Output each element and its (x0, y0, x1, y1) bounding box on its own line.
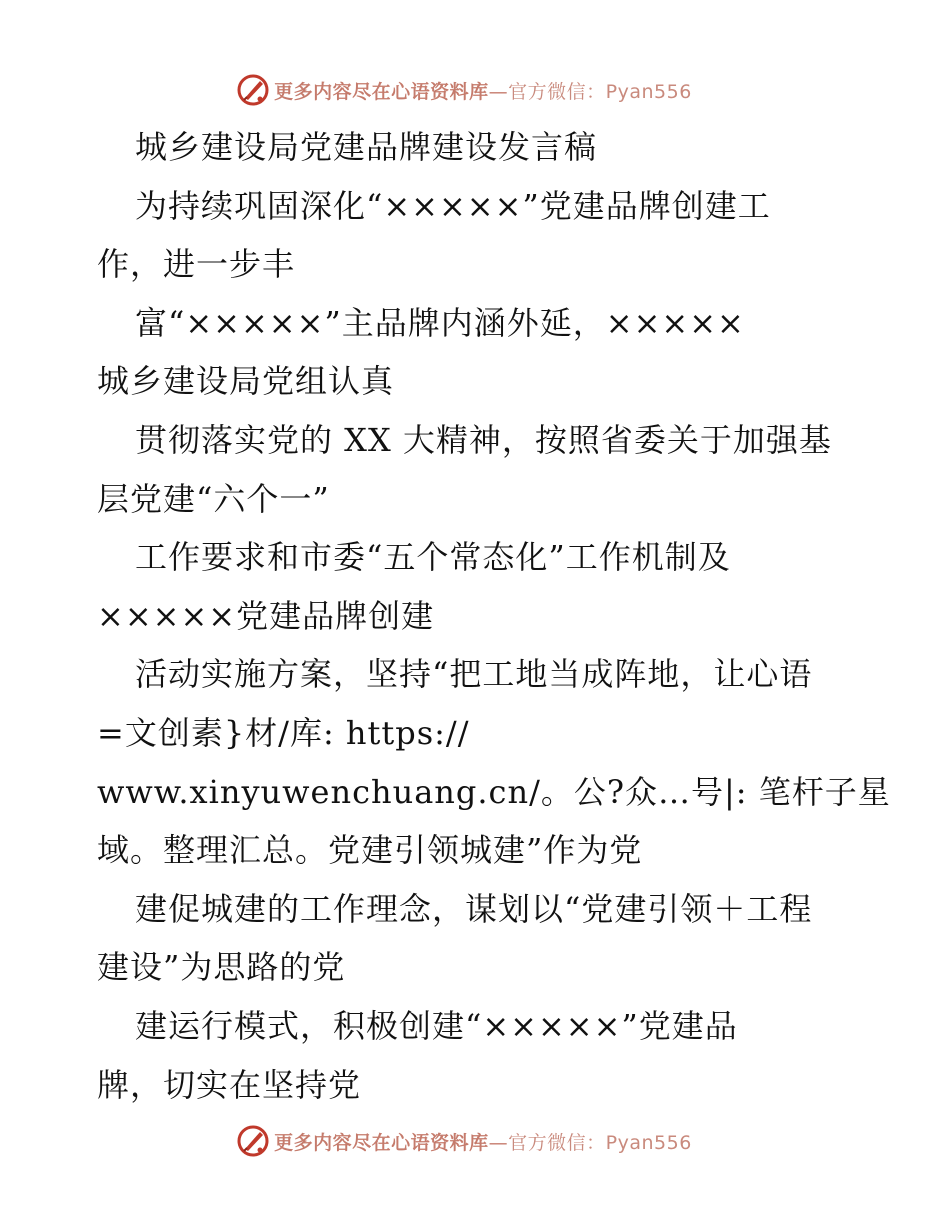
quill-pen-logo-icon (236, 1124, 270, 1158)
paragraph-line: =文创素}材/库: https:// (97, 713, 470, 752)
paragraph-line: 牌，切实在坚持党 (97, 1065, 362, 1104)
paragraph-line: 建设”为思路的党 (97, 948, 346, 987)
header-banner-text (274, 77, 692, 104)
paragraph-line: 为持续巩固深化“×××××”党建品牌创建工 (135, 186, 771, 225)
footer-banner-main: 更多内容尽在心语资料库 (274, 1131, 489, 1154)
paragraph-line: 贯彻落实党的 XX 大精神，按照省委关于加强基 (135, 420, 832, 459)
footer-banner-separator: — (488, 1131, 509, 1154)
header-banner-main: 更多内容尽在心语资料库 (274, 80, 489, 103)
quill-pen-logo-icon (236, 73, 270, 107)
paragraph-line: 城乡建设局党组认真 (97, 362, 395, 401)
header-banner-wechat: 官方微信：Pyan556 (508, 80, 692, 103)
paragraph-line: 作，进一步丰 (97, 245, 296, 284)
paragraph-line: 层党建“六个一” (97, 479, 330, 518)
footer-banner-text (274, 1128, 692, 1155)
header-banner-separator: — (488, 80, 509, 103)
paragraph-line: 建运行模式，积极创建“×××××”党建品 (135, 1006, 738, 1045)
paragraph-line: 工作要求和市委“五个常态化”工作机制及 (135, 538, 731, 577)
paragraph-line: 富“×××××”主品牌内涵外延，××××× (135, 303, 745, 342)
paragraph-line: 建促城建的工作理念，谋划以“党建引领＋工程 (135, 889, 813, 928)
footer-banner (0, 1121, 950, 1161)
paragraph-line: ×××××党建品牌创建 (97, 596, 435, 635)
paragraph-line: 域。整理汇总。党建引领城建”作为党 (97, 831, 643, 870)
document-body (97, 118, 891, 1114)
footer-banner-wechat: 官方微信：Pyan556 (508, 1131, 692, 1154)
document-title: 城乡建设局党建品牌建设发言稿 (135, 128, 598, 166)
header-banner (0, 70, 950, 110)
paragraph-line: www.xinyuwenchuang.cn/。公?众…号|: 笔杆子星 (97, 772, 891, 811)
paragraph-line: 活动实施方案，坚持“把工地当成阵地，让心语 (135, 655, 813, 694)
